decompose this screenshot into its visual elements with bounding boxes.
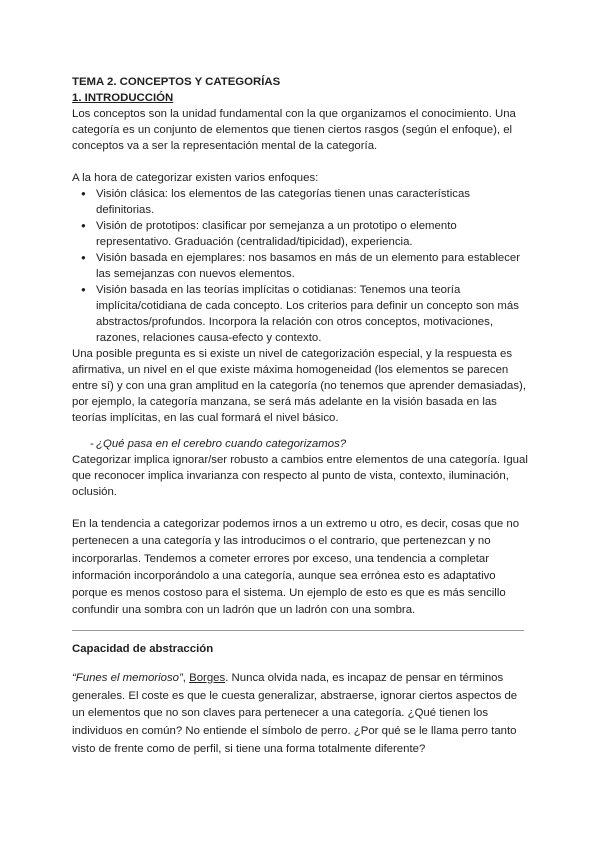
spacer [72, 500, 528, 516]
spacer [72, 154, 528, 170]
brain-paragraph: Categorizar implica ignorar/ser robusto a cambios entre elementos de una categoría. Igual que reconocer implica invarianza con respecto al punto de vista, contexto, iluminación, oclusión. [72, 454, 528, 498]
divider [72, 630, 524, 631]
list-item: ● Visión de prototipos: clasificar por semejanza a un prototipo o elemento representativo. Graduación (centralidad/tipicidad), experiencia. [96, 218, 528, 250]
spacer [72, 657, 528, 670]
list-item: ● Visión basada en las teorías implícitas o cotidianas: Tenemos una teoría implícita/cotidiana de cada concepto. Los criterios para definir un concepto son más abstractos/profundos. Incorpora la relación con otros conceptos, motivaciones, razones, relaciones causa-efecto y contexto. [96, 282, 528, 346]
spacer [72, 426, 528, 436]
abstraction-text: . Nunca olvida nada, es incapaz de pensar en términos generales. El coste es que le cuesta generalizar, abstraerse, ignorar ciertos aspectos de un elementos que no son claves para pertenecer a una categoría. ¿Qué tienen los individuos en común? No entiende el símbolo de perro. ¿Por qué se le llama perro tanto visto de frente como de perfil, si tiene una forma totalmente diferente? [72, 671, 518, 755]
abstraction-heading: Capacidad de abstracción [72, 642, 214, 655]
tendency-paragraph: En la tendencia a categorizar podemos irnos a un extremo u otro, es decir, cosas que no pertenecen a una categoría y las introducimos o el contrario, que pertenezcan y no incorporarlas. Tendemos a cometer errores por exceso, una tendencia a completar información incorporándolo a una categoría, aunque sea errónea esto es adaptativo porque es menos costoso para el sistema. Un ejemplo de esto es que es más sencillo confundir una sombra con un ladrón que un ladrón con una sombra. [72, 518, 520, 617]
question-text: ¿Qué pasa en el cerebro cuando categorizamos? [96, 438, 347, 450]
intro-paragraph: Los conceptos son la unidad fundamental con la que organizamos el conocimiento. Una categoría es un conjunto de elementos que tienen ciertos rasgos (según el enfoque), el conceptos va a ser la representación mental de la categoría. [72, 108, 516, 152]
section-heading: 1. INTRODUCCIÓN [72, 92, 174, 104]
author-name: Borges [189, 671, 226, 684]
comma: , [182, 671, 190, 684]
document-page [72, 74, 528, 759]
page-title: TEMA 2. CONCEPTOS Y CATEGORÍAS [72, 76, 281, 88]
list-item: ● Visión basada en ejemplares: nos basamos en más de un elemento para establecer las semejanzas con nuevos elementos. [96, 250, 528, 282]
basic-level-paragraph: Una posible pregunta es si existe un nivel de categorización especial, y la respuesta es afirmativa, un nivel en el que existe máxima homogeneidad (los elementos se parecen entre sí) y con una gran amplitud en la categoría (no tenemos que aprender demasiadas), por ejemplo, la categoría manzana, se será más adelante en la visión basada en las teorías implícitas, en las cual formará el nivel básico. [72, 348, 526, 424]
abstraction-paragraph [72, 670, 528, 759]
list-item: ● Visión clásica: los elementos de las categorías tienen unas características definitorias. [96, 186, 528, 218]
dash-marker: - [90, 438, 94, 450]
question-item [72, 436, 528, 452]
approaches-list [72, 186, 528, 346]
work-title: “Funes el memorioso” [72, 671, 183, 684]
approaches-lead: A la hora de categorizar existen varios enfoques: [72, 172, 319, 184]
